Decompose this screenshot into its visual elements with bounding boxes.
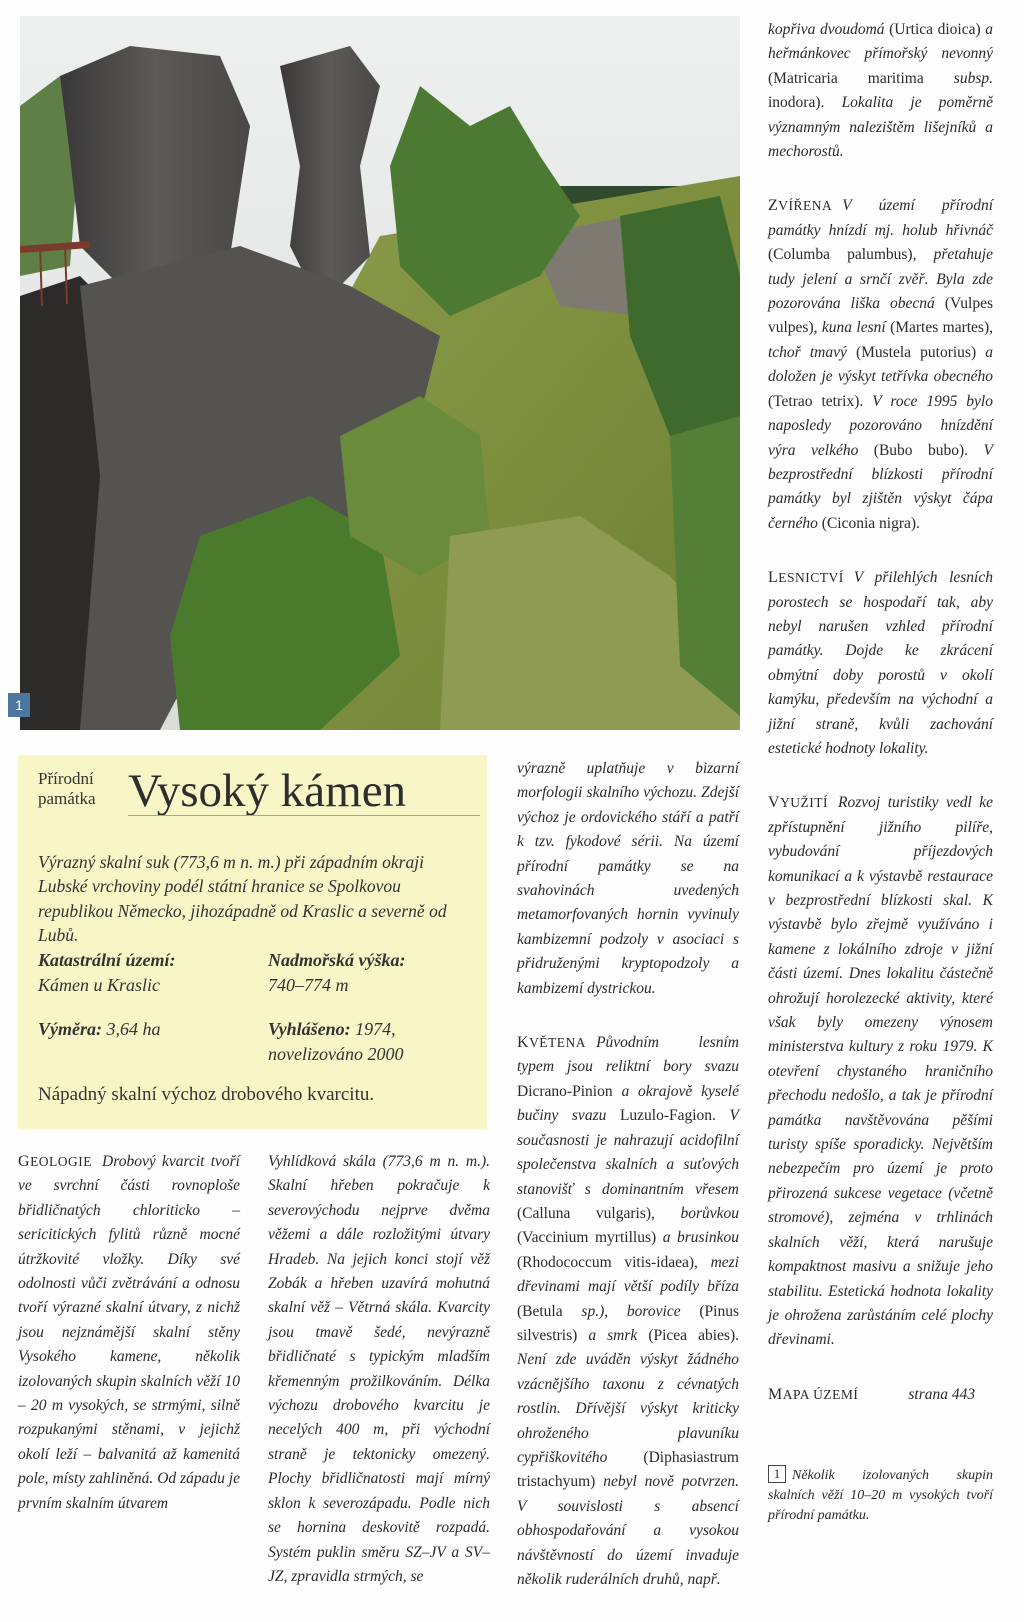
map-page-link[interactable]: strana 443	[908, 1385, 976, 1403]
flora-continuation: kopřiva dvoudomá (Urtica dioica) a heřmánkovec přímořský nevonný (Matricaria maritima subsp. inodora). Lokalita je poměrně významným nalezištěm lišejníků a mechorostů.	[768, 21, 994, 161]
info-box	[18, 755, 487, 1129]
fact-area-value: 3,64 ha	[106, 1019, 161, 1039]
fact-altitude-label: Nadmořská výška:	[268, 950, 406, 970]
geology-text-column-2: Vyhlídková skála (773,6 m n. m.). Skalní hřeben pokračuje k severovýchodu nejprve dvěma věžemi a dále rozložitými útvary Hradeb. Na jejich konci stojí věž Zobák a hřeben uzavírá mohutná skalní věž – Větrná skála. Kvarcity jsou tmavě šedé, nevýrazně břidličnaté s typickým mladším křemenným prožilkováním. Délka výchozu drobového kvarcitu je necelých 400 m, při východní straně je tektonicky omezený. Plochy břidličnatosti mají mírný sklon k severozápadu. Podle nich se hornina deskovitě rozpadá. Systém puklin směru SZ–JV a SV–JZ, zpravidla strmých, se	[268, 1153, 490, 1585]
geology-continuation: výrazně uplatňuje v bizarní morfologii skalního výchozu. Zdejší výchoz je ordovického stáří a patří k tzv. fykodové sérii. Na území přírodní památky se na svahovinách uvedených metamorfovaných hornin vyvinuly kambizemní podzoly v asociaci s přidruženými kryptopodzoly a kambizemí dystrickou.	[517, 760, 739, 997]
fauna-paragraph: ZVÍŘENA V území přírodní památky hnízdí mj. holub hřivnáč (Columba palumbus), přetahuje tudy jelení a srnčí zvěř. Byla zde pozorována liška obecná (Vulpes vulpes), kuna lesní (Martes martes), tchoř tmavý (Mustela putorius) a doložen je výskyt tetřívka obecného (Tetrao tetrix). V roce 1995 bylo naposledy pozorováno hnízdění výra velkého (Bubo bubo). V bezprostřední blízkosti přírodní památky byl zjištěn výskyt čápa černého (Ciconia nigra).	[768, 197, 993, 532]
geology-label: GEOLOGIE	[18, 1153, 93, 1170]
caption-text: Několik izolovaných skupin skalních věží 10–20 m vysokých tvoří přírodní památku.	[768, 1468, 993, 1523]
page-title: Vysoký kámen	[128, 765, 407, 817]
fact-cadastral-label: Katastrální území:	[38, 950, 176, 970]
box-kicker-line1: Přírodní	[38, 769, 94, 788]
geology-paragraph	[18, 1150, 240, 1516]
use-label: VYUŽITÍ	[768, 794, 829, 812]
flora-paragraph: KVĚTENA Původním lesním typem jsou reliktní bory svazu Dicrano-Pinion a okrajově kyselé bučiny svazu Luzulo-Fagion. V současnosti je nahrazují acidofilní společenstva skalních a suťových stanovišť s dominantním vřesem (Calluna vulgaris), borůvkou (Vaccinium myrtillus) a brusinkou (Rhodococcum vitis-idaea), mezi dřevinami mají větší podíly bříza (Betula sp.), borovice (Pinus silvestris) a smrk (Picea abies). Není zde uváděn výskyt žádného vzácnějšího taxonu z cévnatých rostlin. Dřívější výskyt kriticky ohroženého plavuníku cypřiškovitého (Diphasiastrum tristachyum) nebyl nově potvrzen. V souvislosti s absencí obhospodařování a vysokou návštěvností do území invaduje několik ruderálních druhů, např.	[517, 1034, 739, 1588]
fact-area-label: Výměra:	[38, 1019, 102, 1039]
map-label: MAPA ÚZEMÍ	[768, 1385, 859, 1403]
fact-declared-value: 1974,	[355, 1019, 396, 1039]
fact-altitude	[268, 948, 406, 998]
fauna-label: ZVÍŘENA	[768, 197, 833, 215]
column-1	[18, 1150, 240, 1516]
photo-number-badge: 1	[8, 693, 30, 717]
caption-number: 1	[768, 1465, 786, 1483]
fact-cadastral	[38, 948, 176, 998]
hero-photo	[20, 16, 740, 730]
map-reference	[768, 1383, 993, 1407]
title-underline	[128, 815, 480, 816]
fact-cadastral-value: Kámen u Kraslic	[38, 975, 161, 995]
forestry-paragraph: LESNICTVÍ V přilehlých lesních porostech se hospodaří tak, aby nebyl narušen vzhled přírodní památky. Dojde ke zkrácení obmýtní doby porostů v okolí kamýku, především na východní a jižní straně, kvůli zachování estetické hodnoty lokality.	[768, 569, 993, 757]
box-description: Výrazný skalní suk (773,6 m n. m.) při západním okraji Lubské vrchoviny podél státní hranice se Spolkovou republikou Německo, jihozápadně od Kraslic a severně od Lubů.	[38, 851, 447, 945]
box-kicker	[38, 769, 96, 809]
box-summary: Nápadný skalní výchoz drobového kvarcitu.	[38, 1084, 375, 1105]
fact-area	[38, 1017, 160, 1042]
fact-declared-value2: novelizováno 2000	[268, 1044, 404, 1064]
fact-declared-label: Vyhlášeno:	[268, 1019, 351, 1039]
photo-caption	[768, 1465, 993, 1526]
box-kicker-line2: památka	[38, 789, 96, 808]
column-3	[517, 757, 739, 1622]
forestry-label: LESNICTVÍ	[768, 569, 844, 587]
use-paragraph: VYUŽITÍ Rozvoj turistiky vedl ke zpřístupnění jižního pilíře, vybudování příjezdových komunikací a k výstavbě restaurace v bezprostřední blízkosti skal. K výstavbě bylo zřejmě využíváno i kamene z lokálního zdroje v jižní části území. Dnes lokalitu částečně ohrožují horolezecké aktivity, které však byly omezeny výnosem ministerstva kultury z roku 1979. K otevření chystaného hraničního přechodu nedošlo, a tak je přírodní památka navštěvována pěšími turisty spíše sporadicky. Největším nebezpečím pro území je proto přirozená sukcese vegetace (včetně stromové), zejména v trhlinách skalních věží, která narušuje kompaktnost masivu a snižuje jeho stabilitu. Estetická hodnota lokality je ohrožena zarůstáním celé plochy dřevinami.	[768, 794, 993, 1349]
flora-label: KVĚTENA	[517, 1034, 587, 1052]
column-2	[268, 1150, 490, 1589]
column-4	[768, 18, 993, 1407]
fact-altitude-value: 740–774 m	[268, 975, 349, 995]
geology-text: Drobový kvarcit tvoří ve svrchní části rovnoploše břidličnatých chloriticko – sericitických fylitů různě mocné útržkovité vložky. Díky své odolnosti vůči zvětrávání a odnosu tvoří výrazné skalní útvary, z nichž jsou nejznámější skalní stěny Vysokého kamene, několik izolovaných skupin skalních věží 10 – 20 m vysokých, se strmými, silně rozpukanými stěnami, v jejichž okolí leží – balvanitá až kamenitá pole, místy zahliněná. Od západu je prvním skalním útvarem	[18, 1153, 240, 1512]
rock-landscape-image	[20, 16, 740, 730]
fact-declared	[268, 1017, 403, 1067]
